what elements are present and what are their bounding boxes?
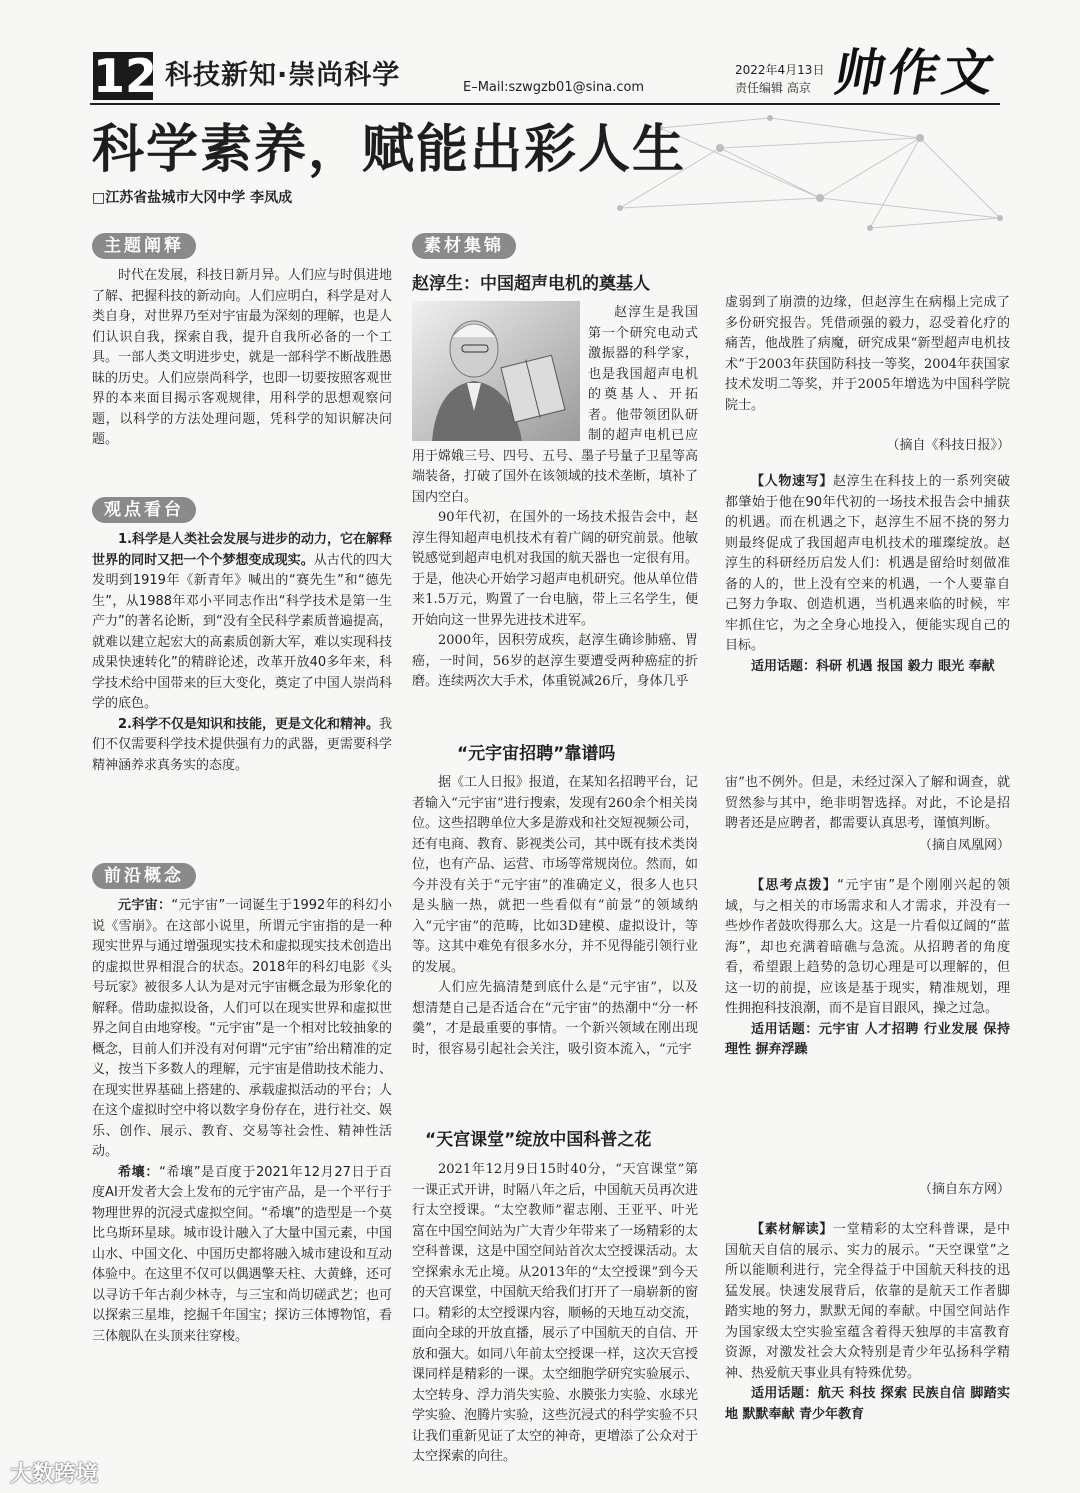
article-1-paragraph-1: 赵淳生是我国第一个研究电动式激振器的科学家，也是我国超声电机的奠基人、开拓者。他带领团队研制的超声电机已应用于嫦娥三号、四号、五号、墨子号量子卫星等高端装备，打破了国外在该领域的技术垄断，填补了国内空白。 (412, 305, 699, 505)
headline: 科学素养，赋能出彩人生 (92, 119, 687, 180)
article-1-paragraph-3: 2000年，因积劳成疾，赵淳生确诊肺癌、胃癌，一时间，56岁的赵淳生要遭受两种癌症的折磨。连续两次大手术，体重锐减26斤，身体几乎 (412, 633, 698, 689)
concept-xirang-term: 希壤： (118, 1164, 160, 1180)
issue-date: 2022年4月13日 (735, 63, 825, 77)
section-label-viewpoints: 观点看台 (92, 497, 196, 523)
concept-xirang (92, 1163, 392, 1348)
article-3-title: “天宫课堂”绽放中国科普之花 (425, 1130, 652, 1150)
article-3-topics: 适用话题：航天 科技 探索 民族自信 脚踏实地 默默奉献 青少年教育 (725, 1386, 1010, 1422)
editor: 责任编辑 高京 (735, 81, 811, 95)
theme-text (92, 266, 392, 451)
watermark: 大数跨境 (10, 1462, 99, 1487)
article-2-paragraph-2: 人们应先搞清楚到底什么是“元宇宙”，以及想清楚自己是否适合在“元宇宙”的热潮中“分一杯羹”，才是最重要的事情。一个新兴领域在刚出现时，很容易引起社会关注，吸引资本流入，“元宇 (412, 980, 698, 1057)
viewpoint-2-body: 我们不仅需要科学技术提供强有力的武器，更需要科学精神涵养求真务实的态度。 (92, 716, 392, 773)
article-3-note-body: 一堂精彩的太空科普课，是中国航天自信的展示、实力的展示。“天空课堂”之所以能顺利进行，完全得益于中国航天科技的迅猛发展。快速发展背后，依靠的是航天工作者脚踏实地的努力，默默无闻的奉献。中国空间站作为国家级太空实验室蕴含着得天独厚的丰富教育资源，对激发社会大众特别是青少年弘扬科学精神、热爱航天事业具有特殊优势。 (725, 1222, 1010, 1381)
article-3-note (725, 1220, 1010, 1425)
article-1-body (412, 303, 698, 693)
article-1-note (725, 472, 1010, 677)
frontier-text (92, 896, 392, 1347)
section-label-material: 素材集锦 (412, 233, 516, 259)
article-2-paragraph-2-cont: 宙”也不例外。但是，未经过深入了解和调查，就贸然参与其中，绝非明智选择。对此，不论是招聘者还是应聘者，都需要认真思考，谨慎判断。 (725, 775, 1010, 831)
article-2-note (725, 876, 1010, 1061)
concept-metaverse (92, 896, 392, 1163)
byline: □江苏省盐城市大冈中学 李凤成 (92, 190, 293, 206)
viewpoint-1 (92, 530, 392, 715)
article-3-body (412, 1160, 698, 1468)
article-2-paragraph-1: 据《工人日报》报道，在某知名招聘平台，记者输入“元宇宙”进行搜索，发现有260余个相关岗位。这些招聘单位大多是游戏和社交短视频公司，还有电商、教育、影视类公司，其中既有技术类岗位，也有产品、运营、市场等常规岗位。然而，如今并没有关于“元宇宙”的准确定义，很多人也只是头脑一热，就把一些看似有“前景”的领域纳入“元宇宙”的范畴，比如3D建模、虚拟设计，等等。这其中难免有很多水分，并不见得能引领行业的发展。 (412, 775, 699, 975)
concept-metaverse-body: “元宇宙”一词诞生于1992年的科幻小说《雪崩》。在这部小说里，所谓元宇宙指的是一种现实世界与通过增强现实技术和虚拟现实技术创造出的虚拟世界相混合的状态。2018年的科幻电影《头号玩家》被很多人认为是对元宇宙概念最为形象化的解释。借助虚拟设备，人们可以在现实世界和虚拟世界之间自由地穿梭。“元宇宙”是一个相对比较抽象的概念，目前人们并没有对何谓“元宇宙”给出精准的定义，按当下多数人的理解，元宇宙是借助技术能力、在现实世界基础上搭建的、承载虚拟活动的平台；人在这个虚拟时空中将以数字身份存在，进行社交、娱乐、创作、展示、教育、交易等社会性、精神性活动。 (92, 898, 392, 1159)
photo-spacer (412, 303, 588, 446)
theme-paragraph: 时代在发展，科技日新月异。人们应与时俱进地了解、把握科技的新动向。人们应明白，科学是对人类自身，对世界乃至对宇宙最为深刻的理解，也是人们认识自我，探索自我，提升自我所必备的一个工具。一部人类文明进步史，就是一部科学不断战胜愚昧的历史。人们应崇尚科学，也即一切要按照客观世界的本来面目揭示客观规律，用科学的思想观察问题，以科学的方法处理问题，凭科学的知识解决问题。 (92, 268, 392, 447)
article-2-note-label: 【思考点拨】 (751, 878, 838, 893)
viewpoints-text (92, 530, 392, 776)
masthead-logo: 帅作文 (829, 43, 1003, 102)
article-1-note-label: 【人物速写】 (751, 474, 833, 489)
section-label-frontier: 前沿概念 (92, 863, 196, 889)
article-1-paragraph-2: 90年代初，在国外的一场技术报告会中，赵淳生得知超声电机技术有着广阔的研究前景。他敏锐感觉到超声电机对我国的航天器也一定很有用。于是，他决心开始学习超声电机研究。他从单位借来1.5万元，购置了一台电脑，带上三名学生，便开始向这一世界先进技术进军。 (412, 510, 699, 628)
viewpoint-1-body: 从古代的四大发明到1919年《新青年》喊出的“赛先生”和“德先生”，从1988年邓小平同志作出“科学技术是第一生产力”的著名论断，到“没有全民科学素质普遍提高，就难以建立起宏大的高素质创新大军，难以实现科技成果快速转化”的精辟论述，改革开放40多年来，科学技术给中国带来的巨大变化，奠定了中国人崇尚科学的底色。 (92, 552, 392, 711)
article-1-paragraph-3-cont: 虚弱到了崩溃的边缘，但赵淳生在病榻上完成了多份研究报告。凭借顽强的毅力，忍受着化疗的痛苦，他战胜了病魔，研究成果“新型超声电机技术”于2003年获国防科技一等奖，2004年获国家技术发明二等奖，并于2005年增选为中国科学院院士。 (725, 295, 1010, 413)
viewpoint-2-lead: 2.科学不仅是知识和技能，更是文化和精神。 (118, 716, 379, 732)
article-2-body (412, 773, 698, 1060)
email: E–Mail:szwgzb01@sina.com (463, 80, 645, 95)
page-number: 12 (93, 49, 158, 103)
article-3-note-label: 【素材解读】 (751, 1222, 833, 1237)
article-2-title: “元宇宙招聘”靠谱吗 (457, 744, 616, 764)
article-1-source: （摘自《科技日报》） (886, 438, 1010, 453)
section-label-theme: 主题阐释 (92, 233, 196, 259)
viewpoint-2 (92, 715, 392, 777)
article-2-topics: 适用话题：元宇宙 人才招聘 行业发展 保持理性 摒弃浮躁 (725, 1021, 1010, 1057)
header-rule (90, 103, 1000, 105)
article-1-body-continued (725, 293, 1010, 416)
article-1-title: 赵淳生：中国超声电机的奠基人 (412, 274, 650, 294)
article-3-source: （摘自东方网） (918, 1182, 1010, 1197)
section-title: 科技新知·崇尚科学 (165, 60, 401, 91)
article-2-note-body: “元宇宙”是个刚刚兴起的领域，与之相关的市场需求和人才需求，并没有一些炒作者鼓吹得那么大。这是一片看似辽阔的“蓝海”，却也充满着暗礁与急流。从招聘者的角度看，希望跟上趋势的急切心理是可以理解的，但这一切的前提，应该是基于现实，精准规划，理性拥抱科技浪潮，而不是盲目跟风，操之过急。 (725, 878, 1010, 1016)
article-1-note-body: 赵淳生在科技上的一系列突破都肇始于他在90年代初的一场技术报告会中捕获的机遇。而在机遇之下，赵淳生不屈不挠的努力则最终促成了我国超声电机技术的璀璨绽放。赵淳生的科研经历启发人们：机遇是留给时刻做准备的人的，世上没有空来的机遇，一个人要靠自己努力争取、创造机遇，当机遇来临的时候，牢牢抓住它，为之全身心地投入，便能实现自己的目标。 (725, 474, 1010, 653)
article-2-body-continued (725, 773, 1010, 835)
viewpoint-1-lead: 1.科学是人类社会发展与进步的动力，它在解释世界的同时又把一个个梦想变成现实。 (92, 532, 392, 568)
article-2-source: （摘自凤凰网） (918, 838, 1010, 853)
concept-xirang-body: “希壤”是百度于2021年12月27日于百度AI开发者大会上发布的元宇宙产品，是一个平行于物理世界的沉浸式虚拟空间。“希壤”的造型是一个莫比乌斯环星球。城市设计融入了大量中国元素，中国山水、中国文化、中国历史都将融入城市建设和互动体验中。在这里不仅可以偶遇擎天柱、大黄蜂，还可以寻访千年古刹少林寺，与三宝和尚切磋武艺；也可以探索三星堆，挖掘千年国宝；探访三体博物馆，看三体舰队在头顶来往穿梭。 (92, 1164, 392, 1344)
concept-metaverse-term: 元宇宙： (118, 898, 172, 913)
article-1-topics: 适用话题：科研 机遇 报国 毅力 眼光 奉献 (751, 658, 995, 674)
article-3-paragraph-1: 2021年12月9日15时40分，“天宫课堂”第一课正式开讲，时隔八年之后，中国航天员再次进行太空授课。“太空教师”翟志刚、王亚平、叶光富在中国空间站为广大青少年带来了一场精彩的太空科普课，这是中国空间站首次太空授课活动。太空探索永无止境。从2013年的“太空授课”到今天的天宫课堂，中国航天给我们打开了一扇崭新的窗口。精彩的太空授课内容，顺畅的天地互动交流，面向全球的开放直播，展示了中国航天的自信、开放和强大。如同八年前太空授课一样，这次天宫授课同样是精彩的一课。太空细胞学研究实验展示、太空转身、浮力消失实验、水膜张力实验、水球光学实验、泡腾片实验，这些沉浸式的科学实验不只让我们重新见证了太空的神奇，更增添了公众对于太空探索的向往。 (412, 1162, 699, 1464)
